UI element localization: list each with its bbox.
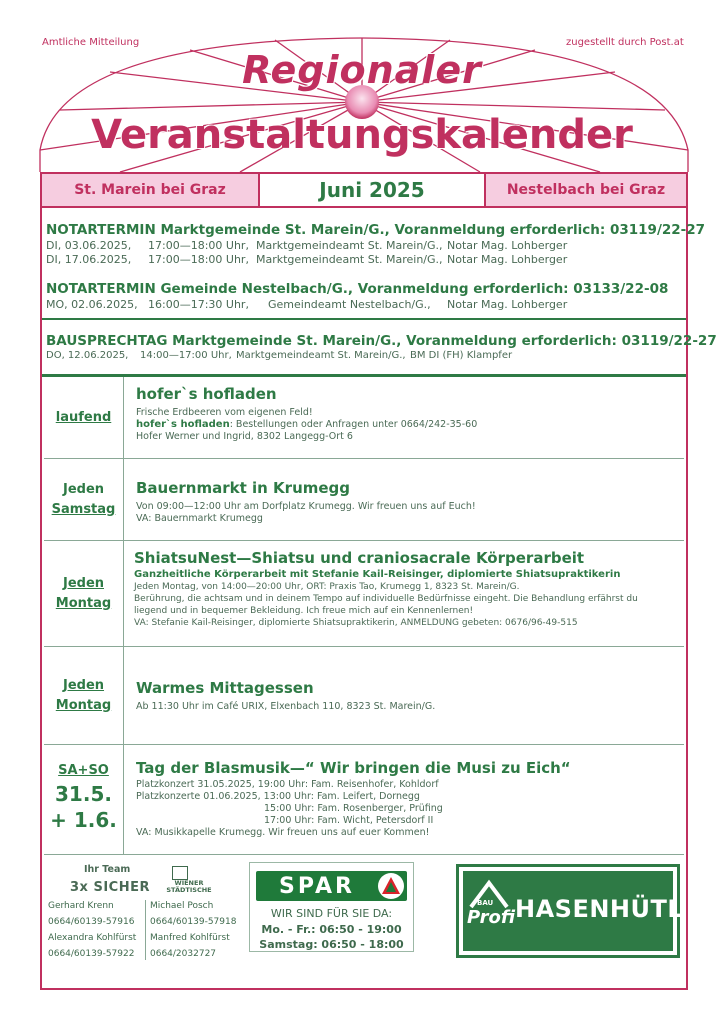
hasenhuetl-ad [456,864,684,958]
event-day-bottom: Montag [55,595,112,611]
event-row [44,647,684,745]
event-line: Berührung, die achtsam und in deinem Tempo auf individuelle Bedürfnisse eingeht. Die Behandlung erfährst du [134,594,638,604]
event-title: Tag der Blasmusik—“ Wir bringen die Musi zu Eich“ [136,759,571,777]
event-line: Platzkonzerte 01.06.2025, 13:00 Uhr: Fam. Leifert, Dornegg [136,791,420,802]
event-subtitle: Ganzheitliche Körperarbeit mit Stefanie Kail-Reisinger, diplomierte Shiatsupraktikerin [134,569,621,580]
event-content [124,541,684,646]
event-line: VA: Musikkapelle Krumegg. Wir freuen uns auf euer Kommen! [136,827,430,838]
event-day-bottom: Montag [55,697,112,713]
appointment-person: Notar Mag. Lohberger [447,239,568,252]
event-day-cell [44,647,124,744]
event-line: : Bestellungen oder Anfragen unter 0664/242-35-60 [229,419,478,430]
contact-phone: 0664/60139-57922 [48,949,135,959]
appointment-title: BAUSPRECHTAG Marktgemeinde St. Marein/G., Voranmeldung erforderlich: 03119/22-27 [46,333,717,349]
event-row [44,459,684,541]
bauprofi-small: BAU [477,899,494,907]
event-content [124,745,684,854]
event-row [44,541,684,647]
postal-delivery-label: zugestellt durch Post.at [566,37,684,48]
event-content [124,459,684,540]
appointment-place: Gemeindeamt Nestelbach/G., [268,298,431,311]
event-line: liegend und in bequemer Bekleidung. Ich freue mich auf ein Kennenlernen! [134,606,474,616]
event-day-bottom: + 1.6. [50,808,117,832]
footer-ads [44,858,684,986]
event-line: Hofer Werner und Ingrid, 8302 Langegg-Ort 6 [136,431,353,442]
appointment-place: Marktgemeindeamt St. Marein/G., [256,239,443,252]
event-line: VA: Stefanie Kail-Reisinger, diplomierte Shiatsupraktikerin, ANMELDUNG gebeten: 0676/96-49-515 [134,618,578,628]
location-banner [40,172,688,208]
appointment-date: DI, 17.06.2025, [46,253,132,266]
title-line1: Regionaler [242,48,482,92]
divider [42,318,686,320]
contact-name: Manfred Kohlfürst [150,933,230,943]
appointment-title: NOTARTERMIN Gemeinde Nestelbach/G., Voranmeldung erforderlich: 03133/22-08 [46,281,669,297]
left-place: St. Marein bei Graz [42,174,258,206]
event-day-cell [44,541,124,646]
event-row [44,377,684,459]
spar-hours-weekday: Mo. - Fr.: 06:50 - 19:00 [261,923,402,936]
event-line: Frische Erdbeeren vom eigenen Feld! [136,407,313,418]
appointment-time: 17:00—18:00 Uhr, [148,253,249,266]
appointment-time: 17:00—18:00 Uhr, [148,239,249,252]
spar-hours-saturday: Samstag: 06:50 - 18:00 [259,938,404,951]
appointment-place: Marktgemeindeamt St. Marein/G., [256,253,443,266]
spar-tree-icon [378,873,404,899]
contact-name: Alexandra Kohlfürst [48,933,137,943]
spar-ad [249,862,414,952]
event-title: hofer`s hofladen [136,385,277,403]
event-day-top: Jeden [62,481,105,497]
appointment-date: MO, 02.06.2025, [46,298,138,311]
event-day: laufend [55,409,112,425]
right-place: Nestelbach bei Graz [486,174,686,206]
event-day-mid: 31.5. [55,782,112,806]
event-day-cell [44,377,124,458]
spar-logo-text: SPAR [279,873,355,899]
appointment-person: BM DI (FH) Klampfer [410,350,513,361]
official-notice-label: Amtliche Mitteilung [42,37,140,48]
event-day-top: Jeden [62,575,105,591]
event-day-cell [44,459,124,540]
title-line2: Veranstaltungskalender [91,112,633,158]
event-title: Bauernmarkt in Krumegg [136,479,351,497]
spar-logo [256,871,407,901]
contact-phone: 0664/60139-57916 [48,917,135,927]
contact-name: Michael Posch [150,901,214,911]
event-title: ShiatsuNest—Shiatsu und craniosacrale Körperarbeit [134,549,585,567]
event-line: 15:00 Uhr: Fam. Rosenberger, Prüfing [264,803,443,814]
event-day-top: SA+SO [58,763,109,778]
event-day-top: Jeden [62,677,105,693]
contact-phone: 0664/2032727 [150,949,217,959]
month-label: Juni 2025 [258,174,486,206]
events-table [44,377,684,855]
insurer-name: WIENER STÄDTISCHE [166,879,212,894]
appointment-title: NOTARTERMIN Marktgemeinde St. Marein/G., Voranmeldung erforderlich: 03119/22-27 [46,222,706,238]
event-line: Jeden Montag, von 14:00—20:00 Uhr, ORT: Praxis Tao, Krumegg 1, 8323 St. Marein/G. [134,582,520,592]
contact-name: Gerhard Krenn [48,901,114,911]
event-content [124,647,684,744]
insurer-logo-icon [172,866,188,880]
team-heading-sicher: 3x SICHER [70,880,150,895]
appointment-person: Notar Mag. Lohberger [447,253,568,266]
spar-tagline: WIR SIND FÜR SIE DA: [270,907,393,920]
hasenhuetl-name: HASENHÜTL [515,895,684,923]
bauprofi-text: Profi [467,907,516,928]
event-line: Platzkonzert 31.05.2025, 19:00 Uhr: Fam. Reisenhofer, Kohldorf [136,779,439,790]
event-line: 17:00 Uhr: Fam. Wicht, Petersdorf II [264,815,434,826]
event-row [44,745,684,855]
event-line: VA: Bauernmarkt Krumegg [136,513,263,524]
event-line: Ab 11:30 Uhr im Café URIX, Elxenbach 110, 8323 St. Marein/G. [136,701,436,712]
appointment-time: 16:00—17:30 Uhr, [148,298,249,311]
event-day-cell [44,745,124,854]
contact-divider [145,900,146,960]
event-line: Von 09:00—12:00 Uhr am Dorfplatz Krumegg. Wir freuen uns auf Euch! [136,501,476,512]
contact-phone: 0664/60139-57918 [150,917,237,927]
event-title: Warmes Mittagessen [136,679,314,697]
event-content [124,377,684,458]
team-heading: Ihr Team [84,864,131,875]
appointment-time: 14:00—17:00 Uhr, [140,350,232,361]
appointment-date: DO, 12.06.2025, [46,350,129,361]
appointment-place: Marktgemeindeamt St. Marein/G., [236,350,406,361]
appointment-date: DI, 03.06.2025, [46,239,132,252]
appointment-person: Notar Mag. Lohberger [447,298,568,311]
event-day-bottom: Samstag [51,501,116,517]
event-line-bold: hofer`s hofladen [136,419,230,430]
